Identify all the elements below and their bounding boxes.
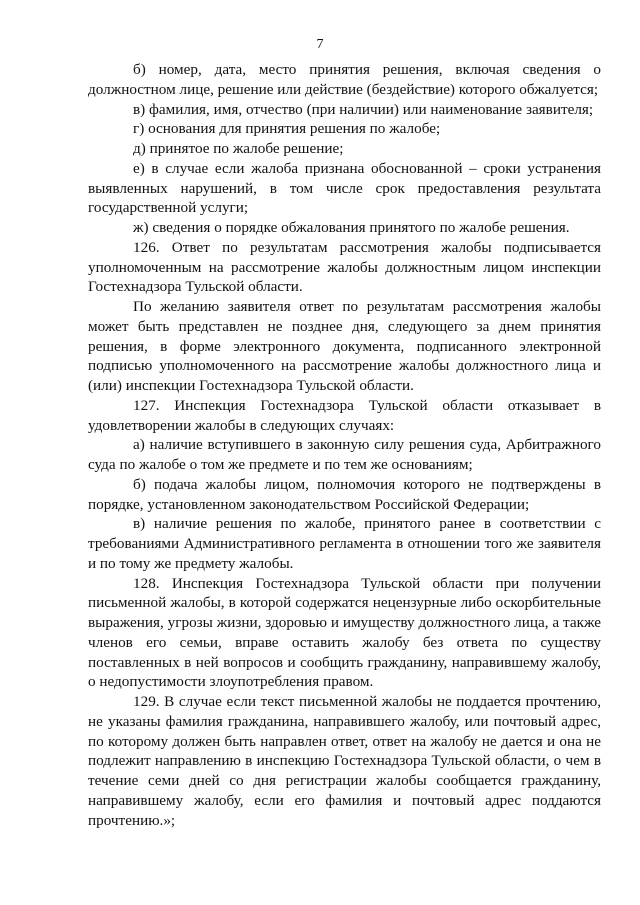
paragraph-item-v: в) фамилия, имя, отчество (при наличии) или наименование заявителя; [133,100,594,118]
paragraph-128: 128. Инспекция Гостехнадзора Тульской области при получении письменной жалобы, в которой содержатся нецензурные либо оскорбительные выражения, угрозы жизни, здоровью и имуществу должностного лица, а также членов его семьи, вправе оставить жалобу без ответа по существу поставленных в ней вопросов и сообщить гражданину, направившему жалобу, о недопустимости злоупотребления правом. [88,574,601,691]
paragraph-item-g: г) основания для принятия решения по жалобе; [133,120,441,138]
page-number: 7 [316,37,324,52]
paragraph-item-zh: ж) сведения о порядке обжалования принятого по жалобе решения. [133,219,570,236]
paragraph-129: 129. В случае если текст письменной жалобы не поддается прочтению, не указаны фамилия гражданина, направившего жалобу, или почтовый адрес, по которому должен быть направлен ответ, ответ на жалобу не дается и она не подлежит направлению в инспекцию Гостехнадзора Тульской области, о чем в течение семи дней со дня регистрации жалобы сообщается гражданину, направившему жалобу, если его фамилия и почтовый адрес поддаются прочтению.»; [88,693,601,829]
document-body [88,60,601,830]
paragraph-127-a: а) наличие вступившего в законную силу решения суда, Арбитражного суда по жалобе о том же предмете и по тем же основаниям; [88,436,601,473]
paragraph-item-b: б) номер, дата, место принятия решения, включая сведения о должностном лице, решение или действие (бездействие) которого обжалуется; [88,61,601,98]
paragraph-item-d: д) принятое по жалобе решение; [133,140,344,157]
paragraph-126-electronic: По желанию заявителя ответ по результатам рассмотрения жалобы может быть представлен не позднее дня, следующего за днем принятия решения, в форме электронного документа, подписанного электронной подписью уполномоченного на рассмотрение жалобы должностного лица и (или) инспекции Гостехнадзора Тульской области. [88,298,601,394]
paragraph-126: 126. Ответ по результатам рассмотрения жалобы подписывается уполномоченным на рассмотрение жалобы должностным лицом инспекции Гостехнадзора Тульской области. [88,238,601,296]
paragraph-item-e: е) в случае если жалоба признана обоснованной – сроки устранения выявленных нарушений, в том числе срок предоставления результата государственной услуги; [88,159,601,217]
paragraph-127-v: в) наличие решения по жалобе, принятого ранее в соответствии с требованиями Административного регламента в отношении того же заявителя и по тому же предмету жалобы. [88,515,601,572]
paragraph-127: 127. Инспекция Гостехнадзора Тульской области отказывает в удовлетворении жалобы в следующих случаях: [88,396,601,434]
paragraph-127-b: б) подача жалобы лицом, полномочия которого не подтверждены в порядке, установленном законодательством Российской Федерации; [88,475,601,513]
